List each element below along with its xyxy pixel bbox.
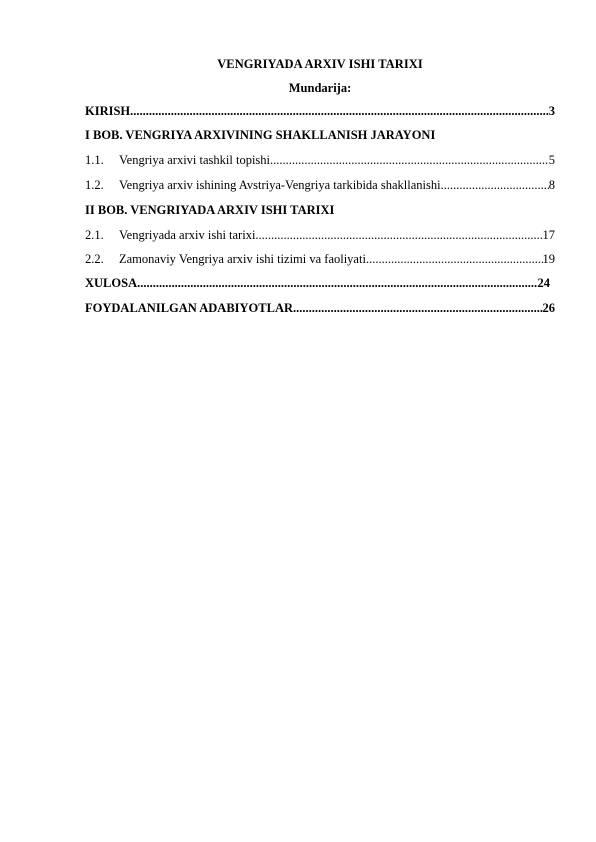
toc-entry-references[interactable] <box>85 300 555 316</box>
toc-page-number: 19 <box>542 252 555 266</box>
toc-entry-chapter-2[interactable] <box>85 202 555 218</box>
toc-entry-text: Vengriyada arxiv ishi tarixi <box>119 228 256 242</box>
toc-entry-1-1[interactable] <box>85 152 555 168</box>
toc-entry-kirish[interactable] <box>85 103 555 119</box>
toc-entry-text: Vengriya arxivi tashkil topishi <box>119 153 271 167</box>
toc-dot-leader <box>366 251 543 267</box>
toc-dot-leader <box>255 227 542 243</box>
toc-page-number: 5 <box>548 153 555 167</box>
toc-entry-1-2[interactable] <box>85 177 555 193</box>
toc-entry-text: Vengriya arxiv ishining Avstriya-Vengriya tarkibida shakllanishi <box>119 178 441 192</box>
toc-page-number: 17 <box>542 228 555 242</box>
toc-dot-leader <box>130 103 549 119</box>
toc-section-number: 1.2. <box>85 178 104 192</box>
toc-heading: Mundarija: <box>288 81 352 95</box>
toc-dot-leader <box>270 152 549 168</box>
toc-section-number: 2.2. <box>85 252 104 266</box>
toc-entry-xulosa[interactable] <box>85 275 550 291</box>
toc-entry-text: FOYDALANILGAN ADABIYOTLAR <box>85 301 294 315</box>
toc-dot-leader <box>441 177 549 193</box>
toc-dot-leader <box>293 300 542 316</box>
toc-section-number: 1.1. <box>85 153 104 167</box>
toc-page-number: 26 <box>542 301 555 315</box>
toc-page-number: 8 <box>548 178 555 192</box>
toc-entry-text: XULOSA <box>85 276 138 290</box>
toc-entry-chapter-1[interactable] <box>85 127 555 143</box>
toc-dot-leader <box>137 275 537 291</box>
toc-entry-text: I BOB. VENGRIYA ARXIVINING SHAKLLANISH JARAYONI <box>85 128 436 142</box>
toc-entry-2-2[interactable] <box>85 251 555 267</box>
toc-entry-text: Zamonaviy Vengriya arxiv ishi tizimi va faoliyati <box>119 252 366 266</box>
document-title: VENGRIYADA ARXIV ISHI TARIXI <box>217 57 423 71</box>
toc-entry-text: KIRISH <box>85 104 131 118</box>
toc-entry-2-1[interactable] <box>85 227 555 243</box>
toc-page-number: 3 <box>548 104 555 118</box>
toc-entry-text: II BOB. VENGRIYADA ARXIV ISHI TARIXI <box>85 203 335 217</box>
toc-page-number: 24 <box>537 276 550 290</box>
toc-section-number: 2.1. <box>85 228 104 242</box>
